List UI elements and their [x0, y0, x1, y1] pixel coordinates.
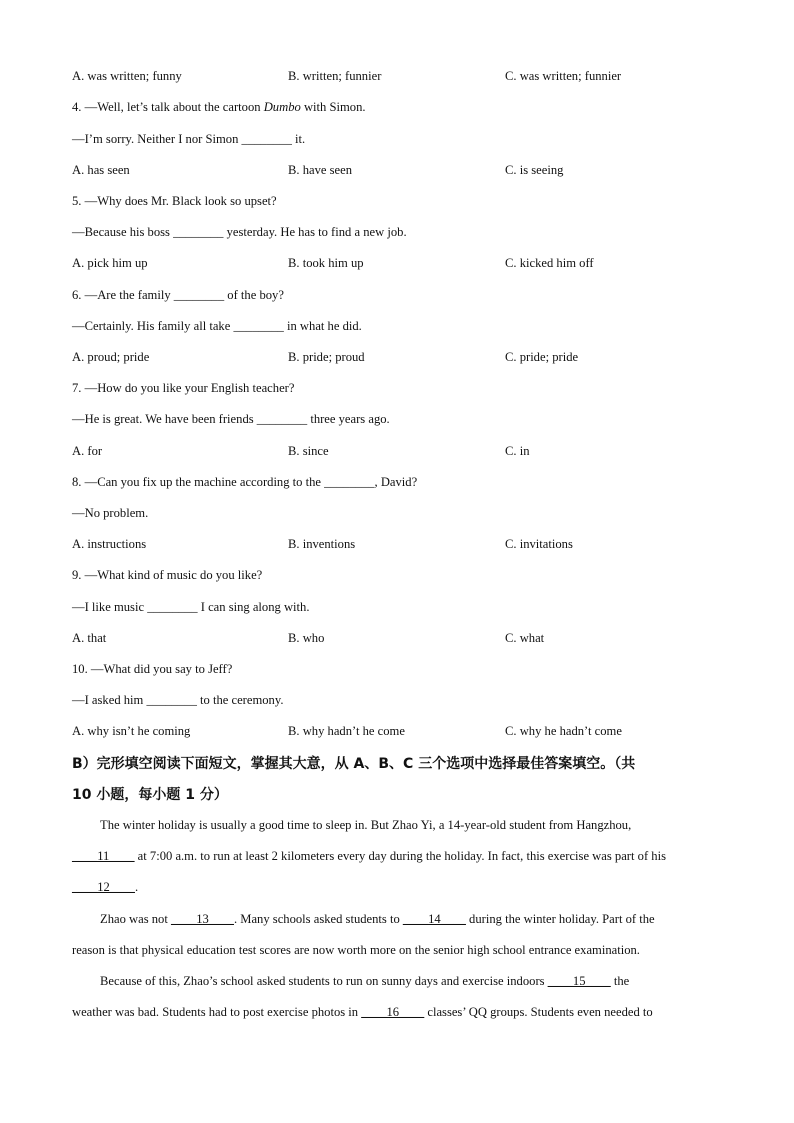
section-heading-cont: 10 小题，每小题 1 分）	[72, 787, 228, 803]
blank-14: ____14____	[402, 912, 466, 926]
question-6: 6. —Are the family ________ of the boy?	[72, 288, 284, 302]
option-a: A. proud; pride	[72, 350, 150, 364]
answer-line: —He is great. We have been friends ________ three years ago.	[72, 412, 390, 426]
option-a: A. was written; funny	[72, 69, 182, 83]
passage-line	[72, 973, 750, 989]
passage-line	[72, 911, 750, 927]
option-b: B. took him up	[288, 256, 364, 270]
answer-line: —Because his boss ________ yesterday. He has to find a new job.	[72, 225, 407, 239]
option-c: C. in	[505, 444, 530, 458]
answer-line: —I like music ________ I can sing along with.	[72, 600, 310, 614]
cartoon-title: Dumbo	[263, 100, 301, 114]
option-c: C. invitations	[505, 537, 573, 551]
blank-13: ____13____	[171, 912, 234, 926]
passage-line: reason is that physical education test scores are now worth more on the senior high school entrance examination.	[72, 943, 640, 957]
option-b: B. pride; proud	[288, 350, 365, 364]
blank-12: ____12____	[72, 880, 135, 894]
option-c: C. what	[505, 631, 545, 645]
passage-text: . Many schools asked students to	[233, 912, 403, 926]
question-4	[72, 99, 366, 115]
blank-16: ____16____	[361, 1005, 425, 1019]
question-text: 4. —Well, let’s talk about the cartoon	[72, 100, 264, 114]
passage-line	[72, 879, 722, 895]
passage-text: classes’ QQ groups. Students even needed to	[424, 1005, 653, 1019]
passage-text: Zhao was not	[100, 912, 171, 926]
option-c: C. pride; pride	[505, 350, 579, 364]
option-c: C. was written; funnier	[505, 69, 622, 83]
option-c: C. is seeing	[505, 163, 564, 177]
option-a: A. instructions	[72, 537, 147, 551]
option-c: C. kicked him off	[505, 256, 594, 270]
question-7: 7. —How do you like your English teacher?	[72, 381, 295, 395]
passage-text: weather was bad. Students had to post exercise photos in	[72, 1005, 362, 1019]
passage-line	[72, 1004, 722, 1020]
passage-text: during the winter holiday. Part of the	[465, 912, 655, 926]
option-b: B. why hadn’t he come	[288, 724, 405, 738]
option-b: B. inventions	[288, 537, 356, 551]
passage-text: .	[134, 880, 139, 894]
answer-line: —I asked him ________ to the ceremony.	[72, 693, 284, 707]
option-b: B. who	[288, 631, 325, 645]
option-b: B. since	[288, 444, 329, 458]
question-text-tail: with Simon.	[300, 100, 366, 114]
passage-text: Because of this, Zhao’s school asked students to run on sunny days and exercise indoors	[100, 974, 548, 988]
option-a: A. has seen	[72, 163, 130, 177]
option-a: A. why isn’t he coming	[72, 724, 191, 738]
question-5: 5. —Why does Mr. Black look so upset?	[72, 194, 277, 208]
answer-line: —No problem.	[72, 506, 149, 520]
question-9: 9. —What kind of music do you like?	[72, 568, 263, 582]
option-a: A. pick him up	[72, 256, 148, 270]
option-a: A. that	[72, 631, 107, 645]
option-a: A. for	[72, 444, 103, 458]
answer-line: —I’m sorry. Neither I nor Simon ________ it.	[72, 132, 306, 146]
option-c: C. why he hadn’t come	[505, 724, 622, 738]
blank-11: ____11____	[72, 849, 135, 863]
passage-text: the	[610, 974, 630, 988]
passage-line: The winter holiday is usually a good time to sleep in. But Zhao Yi, a 14-year-old student from Hangzhou,	[100, 818, 632, 832]
option-b: B. have seen	[288, 163, 352, 177]
answer-line: —Certainly. His family all take ________ in what he did.	[72, 319, 362, 333]
question-10: 10. —What did you say to Jeff?	[72, 662, 233, 676]
section-heading: B）完形填空阅读下面短文，掌握其大意，从 A、B、C 三个选项中选择最佳答案填空。（共	[72, 756, 636, 772]
passage-line	[72, 848, 722, 864]
option-b: B. written; funnier	[288, 69, 382, 83]
blank-15: ____15____	[547, 974, 611, 988]
passage-text: at 7:00 a.m. to run at least 2 kilometers every day during the holiday. In fact, this exercise was part of his	[134, 849, 666, 863]
question-8: 8. —Can you fix up the machine according to the ________, David?	[72, 475, 418, 489]
